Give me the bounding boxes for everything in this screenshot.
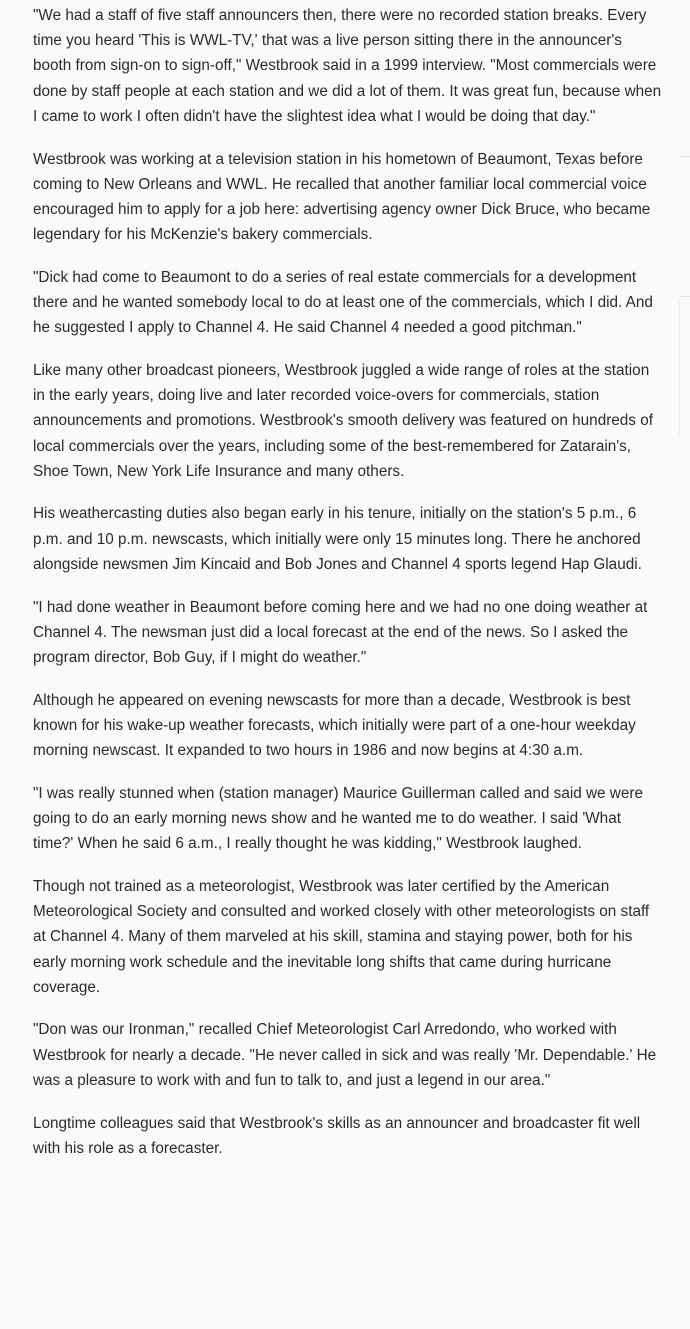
- article-paragraph: His weathercasting duties also began early in his tenure, initially on the station's 5 p.m., 6 p.m. and 10 p.m. newscasts, which initially were only 15 minutes long. There he anchored alongside newsmen Jim Kincaid and Bob Jones and Channel 4 sports legend Hap Glaudi.: [33, 505, 642, 573]
- article-paragraph: "I had done weather in Beaumont before coming here and we had no one doing weather at Channel 4. The newsman just did a local forecast at the end of the news. So I asked the program director, Bob Guy, if I might do weather.": [33, 598, 648, 666]
- article-paragraph: "I was really stunned when (station manager) Maurice Guillerman called and said we were going to do an early morning news show and he wanted me to do weather. I said 'What time?' When he said 6 a.m., I really thought he was kidding," Westbrook laughed.: [33, 784, 643, 853]
- article-paragraph: "Don was our Ironman," recalled Chief Meteorologist Carl Arredondo, who worked with Westbrook for nearly a decade. "He never called in sick and was really 'Mr. Dependable.' He was a pleasure to work with and fun to talk to, and just a legend in our area.": [33, 1021, 657, 1089]
- article-paragraph: Westbrook was working at a television station in his hometown of Beaumont, Texas before coming to New Orleans and WWL. He recalled that another familiar local commercial voice encouraged him to apply for a job here: advertising agency owner Dick Bruce, who became legendary for his McKenzie's bakery commercials.: [33, 150, 651, 244]
- article-body: [33, 3, 663, 1178]
- edge-divider-middle: [680, 296, 690, 297]
- edge-divider-top: [680, 156, 690, 157]
- article-paragraph: "We had a staff of five staff announcers then, there were no recorded station breaks. Every time you heard 'This is WWL-TV,' that was a live person sitting there in the announcer's booth from sign-on to sign-off," Westbrook said in a 1999 interview. "Most commercials were done by staff people at each station and we did a lot of them. It was great fun, because when I came to work I often didn't have the slightest idea what I would be doing that day.": [33, 7, 662, 125]
- article-paragraph: Though not trained as a meteorologist, Westbrook was later certified by the American Meteorological Society and consulted and worked closely with other meteorologists on staff at Channel 4. Many of them marveled at his skill, stamina and staying power, both for his early morning work schedule and the inevitable long shifts that came during hurricane coverage.: [33, 877, 650, 996]
- article-paragraph: Like many other broadcast pioneers, Westbrook juggled a wide range of roles at the station in the early years, doing live and later recorded voice-overs for commercials, station announcements and promotions. Westbrook's smooth delivery was featured on hundreds of local commercials over the years, including some of the best-remembered for Zatarain's, Shoe Town, New York Life Insurance and many others.: [33, 361, 653, 480]
- article-paragraph: Although he appeared on evening newscasts for more than a decade, Westbrook is best known for his wake-up weather forecasts, which initially were part of a one-hour weekday morning newscast. It expanded to two hours in 1986 and now begins at 4:30 a.m.: [33, 691, 636, 760]
- sidebar-edge-line: [679, 300, 680, 435]
- article-paragraph: "Dick had come to Beaumont to do a series of real estate commercials for a development there and he wanted somebody local to do at least one of the commercials, which I did. And he suggested I apply to Channel 4. He said Channel 4 needed a good pitchman.": [33, 268, 653, 337]
- article-paragraph: Longtime colleagues said that Westbrook's skills as an announcer and broadcaster fit well with his role as a forecaster.: [33, 1114, 641, 1157]
